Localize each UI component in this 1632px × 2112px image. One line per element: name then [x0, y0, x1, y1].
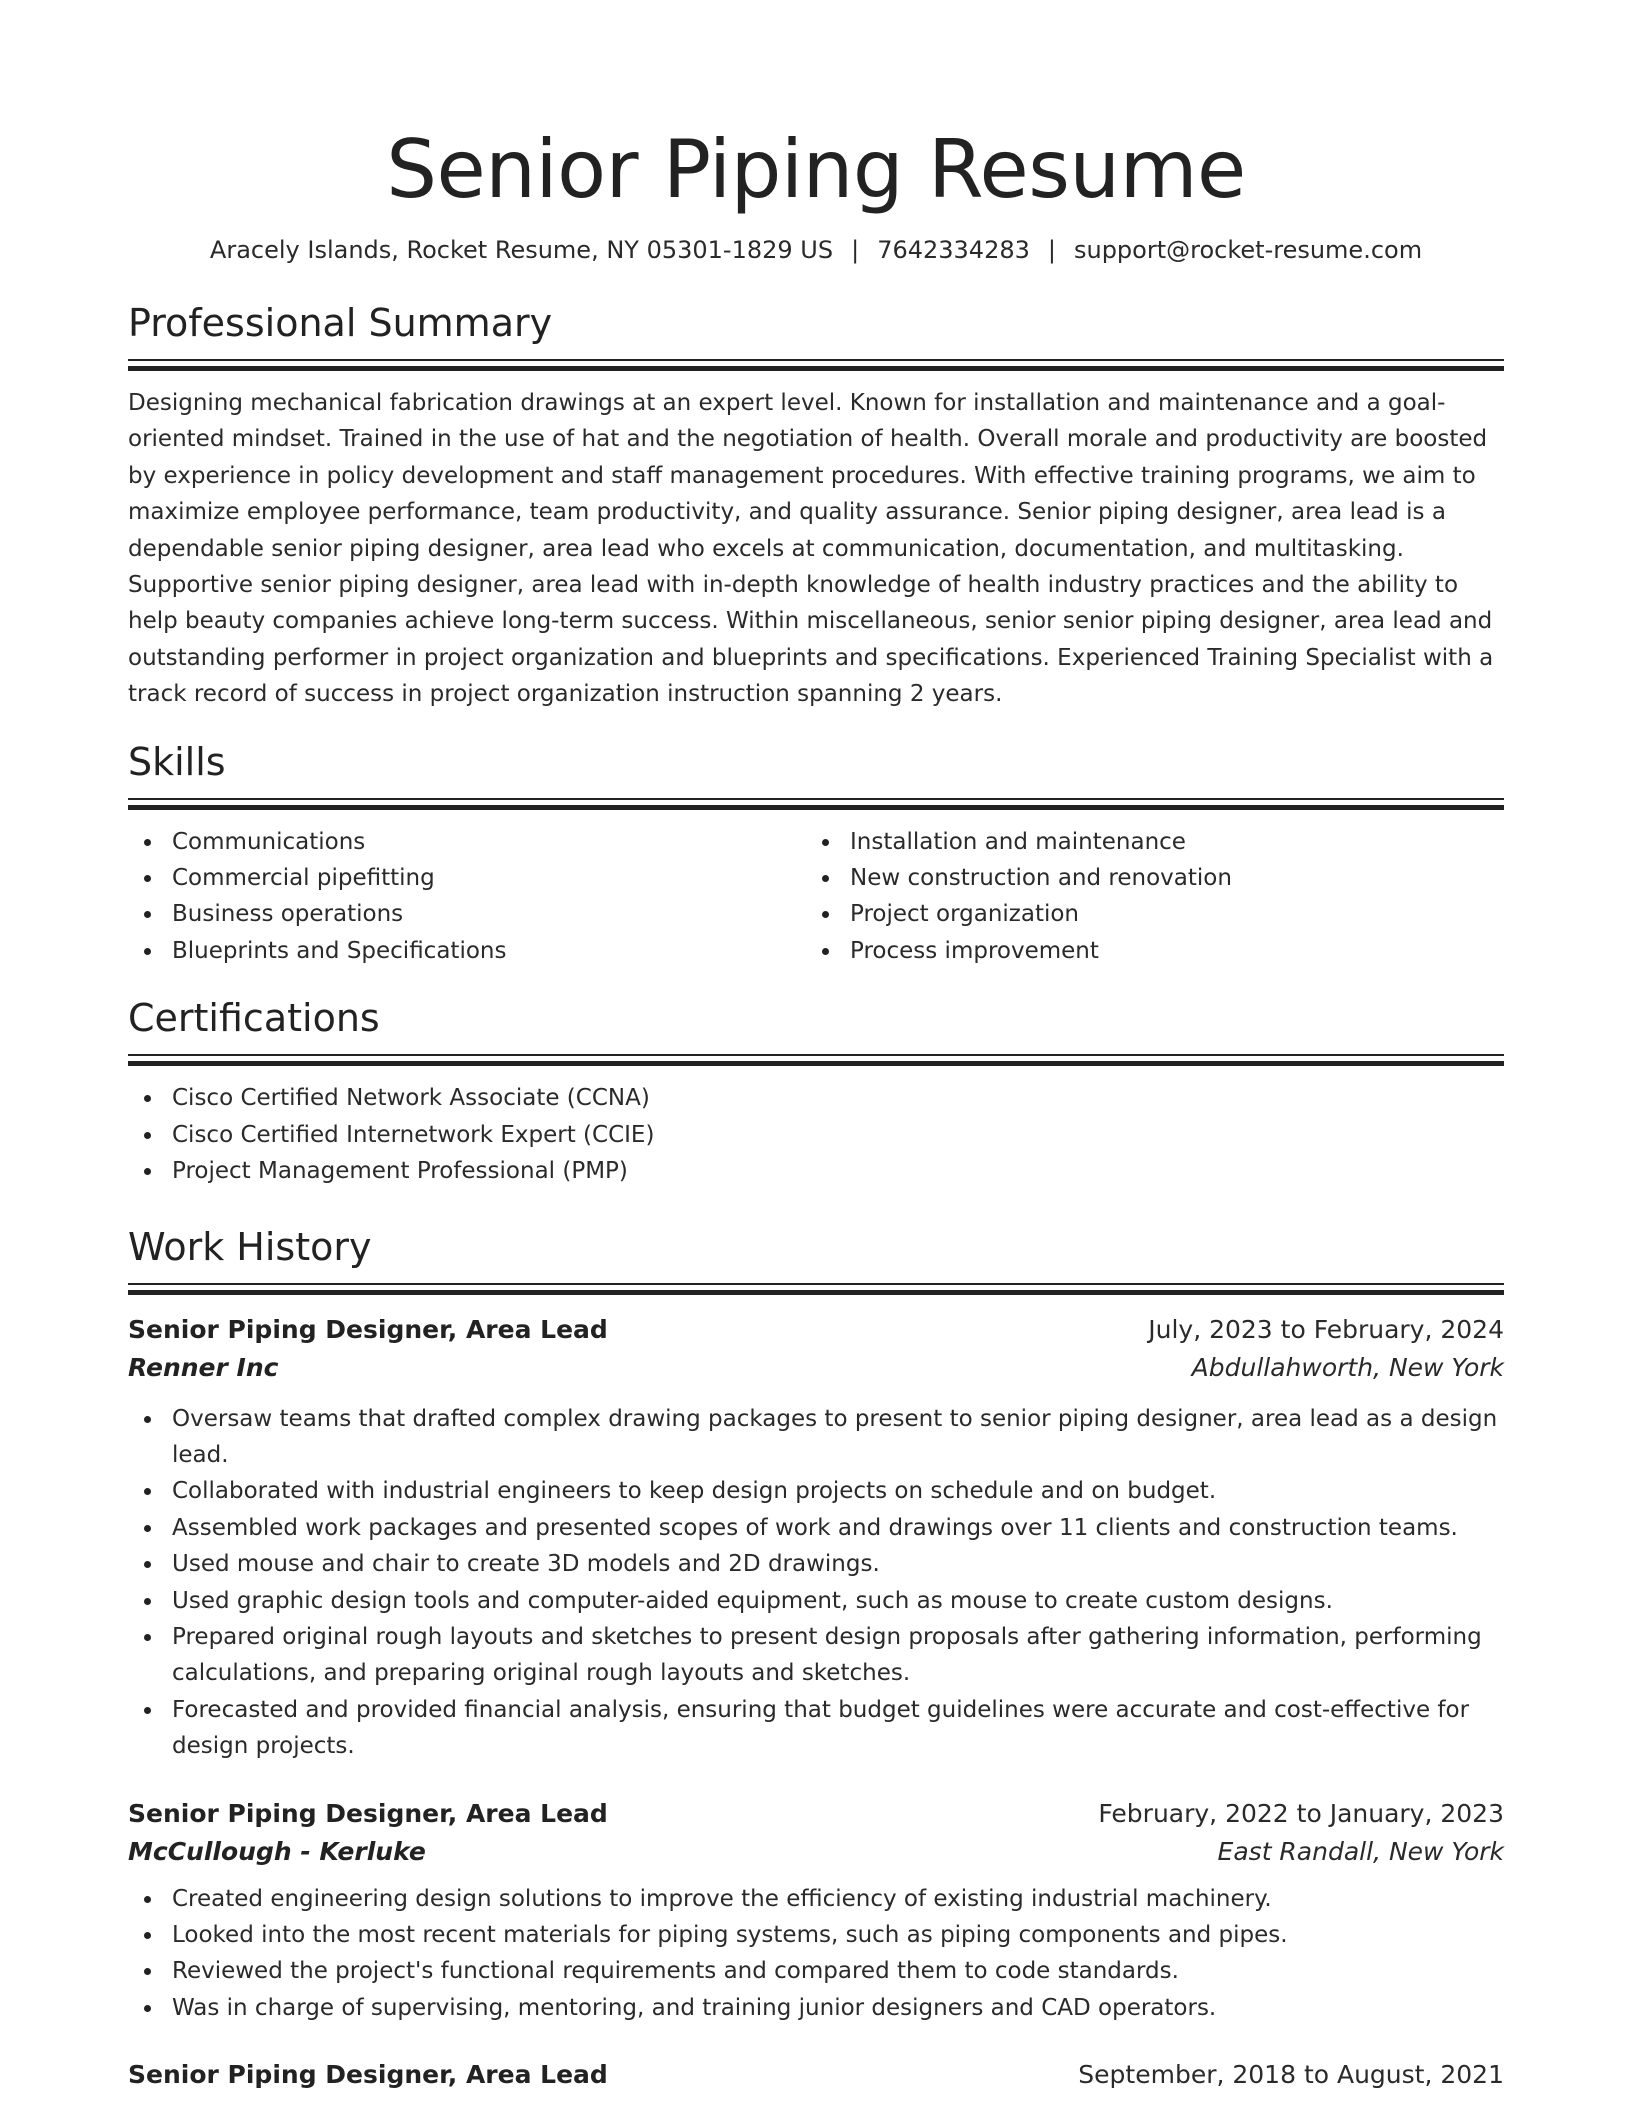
job-location: East Randall, New York: [1217, 1836, 1504, 1866]
list-item: Created engineering design solutions to improve the efficiency of existing industrial machinery.: [128, 1881, 1504, 1917]
list-item: Assembled work packages and presented scopes of work and drawings over 11 clients and construction teams.: [128, 1510, 1504, 1546]
list-item: Prepared original rough layouts and sketches to present design proposals after gathering information, performing calculations, and preparing original rough layouts and sketches.: [128, 1619, 1504, 1692]
job-title: Senior Piping Designer, Area Lead: [128, 1314, 608, 1344]
list-item: Collaborated with industrial engineers to keep design projects on schedule and on budget.: [128, 1473, 1504, 1509]
list-item: Project organization: [806, 896, 1484, 932]
list-item: Installation and maintenance: [806, 824, 1484, 860]
list-item: Blueprints and Specifications: [128, 933, 806, 969]
contact-address: Aracely Islands, Rocket Resume, NY 05301-1829 US: [209, 236, 834, 264]
certifications-section: [128, 995, 1504, 1189]
job-bullets: [128, 1881, 1504, 2027]
section-divider: [128, 798, 1504, 810]
contact-email[interactable]: support@rocket-resume.com: [1073, 236, 1423, 264]
job-entry: [128, 1795, 1504, 2027]
job-dates: February, 2022 to January, 2023: [1098, 1798, 1504, 1828]
skills-list-left: [128, 824, 806, 970]
skills-heading: Skills: [128, 739, 226, 784]
summary-heading: Professional Summary: [128, 301, 553, 345]
job-dates: September, 2018 to August, 2021: [1078, 2060, 1504, 2090]
job-header: [128, 2056, 1504, 2094]
list-item: New construction and renovation: [806, 860, 1484, 896]
list-item: Used mouse and chair to create 3D models and 2D drawings.: [128, 1546, 1504, 1582]
list-item: Business operations: [128, 896, 806, 932]
skills-list-right: [806, 824, 1484, 970]
section-divider: [128, 359, 1504, 371]
skills-section: [128, 739, 1504, 970]
work-history-section: [128, 1224, 1504, 2095]
job-header: [128, 1311, 1504, 1349]
job-title: Senior Piping Designer, Area Lead: [128, 2060, 608, 2090]
certifications-heading: Certifications: [128, 996, 380, 1041]
section-divider: [128, 1054, 1504, 1066]
job-company: Renner Inc: [128, 1352, 279, 1382]
list-item: Cisco Certified Network Associate (CCNA): [128, 1080, 1504, 1116]
contact-separator: |: [1047, 236, 1056, 264]
list-item: Used graphic design tools and computer-aided equipment, such as mouse to create custom designs.: [128, 1583, 1504, 1619]
job-company: McCullough - Kerluke: [128, 1836, 426, 1866]
resume-page: [128, 0, 1504, 2094]
list-item: Oversaw teams that drafted complex drawing packages to present to senior piping designer, area lead as a design lead.: [128, 1401, 1504, 1474]
job-subheader: [128, 1833, 1504, 1871]
job-bullets: [128, 1401, 1504, 1765]
contact-line: [128, 234, 1504, 266]
certifications-list: [128, 1080, 1504, 1189]
skills-columns: [128, 824, 1504, 970]
contact-phone: 7642334283: [877, 236, 1030, 264]
job-title: Senior Piping Designer, Area Lead: [128, 1798, 608, 1828]
job-location: Abdullahworth, New York: [1191, 1352, 1504, 1382]
list-item: Looked into the most recent materials for piping systems, such as piping components and pipes.: [128, 1917, 1504, 1953]
summary-text: Designing mechanical fabrication drawings at an expert level. Known for installation and maintenance and a goal-oriented mindset. Trained in the use of hat and the negotiation of health. Overall morale and productivity are boosted by experience in policy development and staff management procedures. With effective training programs, we aim to maximize employee performance, team productivity, and quality assurance. Senior piping designer, area lead is a dependable senior piping designer, area lead who excels at communication, documentation, and multitasking. Supportive senior piping designer, area lead with in-depth knowledge of health industry practices and the ability to help beauty companies achieve long-term success. Within miscellaneous, senior senior piping designer, area lead and outstanding performer in project organization and blueprints and specifications. Experienced Training Specialist with a track record of success in project organization instruction spanning 2 years.: [128, 390, 1494, 708]
list-item: Was in charge of supervising, mentoring, and training junior designers and CAD operators.: [128, 1990, 1504, 2026]
list-item: Project Management Professional (PMP): [128, 1153, 1504, 1189]
job-entry: [128, 2056, 1504, 2094]
list-item: Commercial pipefitting: [128, 860, 806, 896]
summary-section: [128, 300, 1504, 713]
job-header: [128, 1795, 1504, 1833]
job-subheader: [128, 1349, 1504, 1387]
resume-title: Senior Piping Resume: [386, 123, 1246, 216]
work-history-heading: Work History: [128, 1224, 372, 1269]
section-divider: [128, 1283, 1504, 1295]
list-item: Communications: [128, 824, 806, 860]
list-item: Process improvement: [806, 933, 1484, 969]
list-item: Cisco Certified Internetwork Expert (CCIE): [128, 1117, 1504, 1153]
list-item: Reviewed the project's functional requirements and compared them to code standards.: [128, 1953, 1504, 1989]
contact-separator: |: [851, 236, 860, 264]
job-dates: July, 2023 to February, 2024: [1148, 1314, 1504, 1344]
job-entry: [128, 1311, 1504, 1765]
list-item: Forecasted and provided financial analysis, ensuring that budget guidelines were accurate and cost-effective for design projects.: [128, 1692, 1504, 1765]
